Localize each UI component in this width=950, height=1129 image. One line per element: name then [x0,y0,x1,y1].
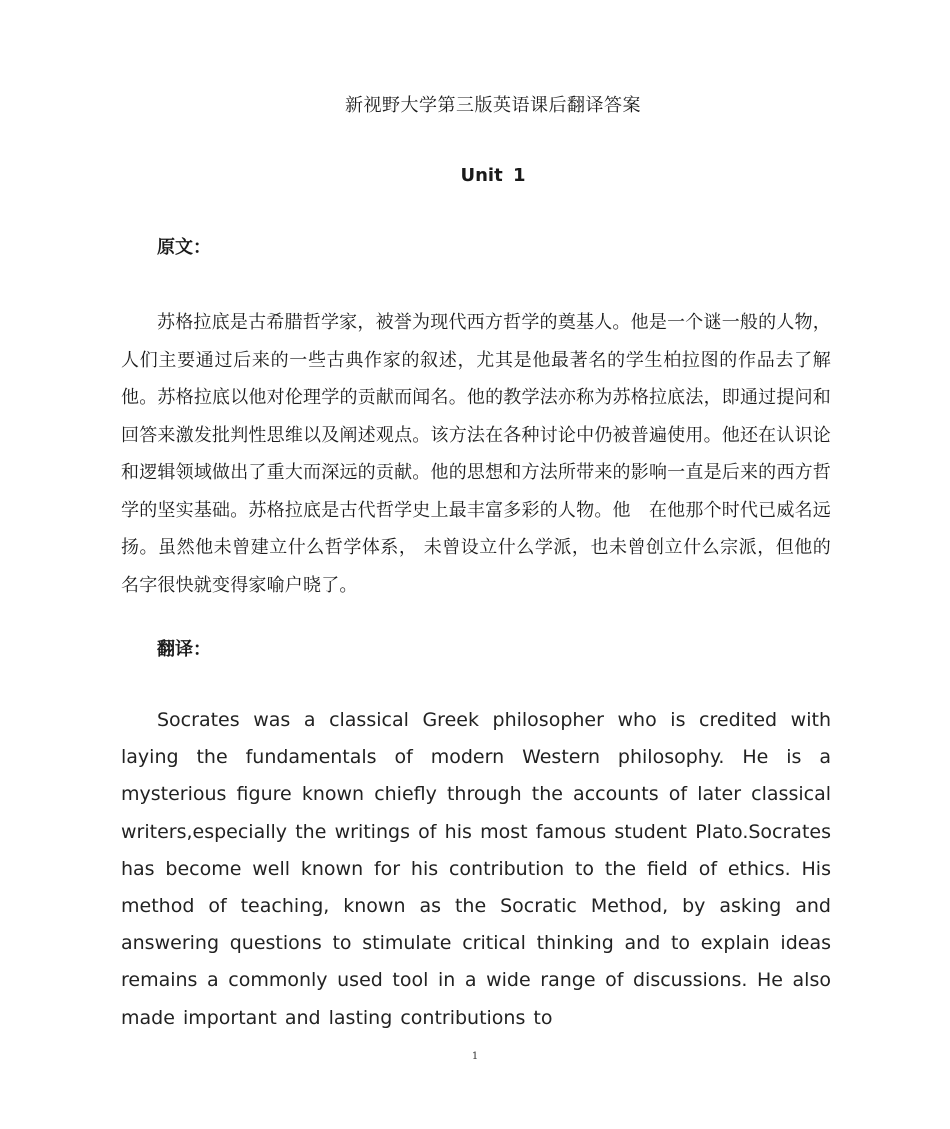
original-text-label: 原文： [157,237,211,258]
document-title: 新视野大学第三版英语课后翻译答案 [345,95,641,116]
translation-paragraph: Socrates was a classical Greek philosopher who is credited with laying the fundamentals of modern Western philosophy. He is a mysterious figure known chiefly through the accounts of later classical writers,especially the writings of his most famous student Plato.Socrates has become well known for his contribution to the field of ethics. His method of teaching, known as the Socratic Method, by asking and answering questions to stimulate critical thinking and to explain ideas remains a commonly used tool in a wide range of discussions. He also made important and lasting contributions to [121,709,831,1029]
translation-label: 翻译： [157,639,211,660]
unit-heading: Unit 1 [460,165,526,186]
original-text-paragraph: 苏格拉底是古希腊哲学家，被誉为现代西方哲学的奠基人。他是一个谜一般的人物，人们主要通过后来的一些古典作家的叙述，尤其是他最著名的学生柏拉图的作品去了解他。苏格拉底以他对伦理学的贡献而闻名。他的教学法亦称为苏格拉底法，即通过提问和回答来激发批判性思维以及阐述观点。该方法在各种讨论中仍被普遍使用。他还在认识论和逻辑领域做出了重大而深远的贡献。他的思想和方法所带来的影响一直是后来的西方哲学的坚实基础。苏格拉底是古代哲学史上最丰富多彩的人物。他 在他那个时代已威名远扬。虽然他未曾建立什么哲学体系， 未曾设立什么学派，也未曾创立什么宗派，但他的名字很快就变得家喻户晓了。 [121,312,831,596]
page-number: 1 [471,1051,479,1062]
